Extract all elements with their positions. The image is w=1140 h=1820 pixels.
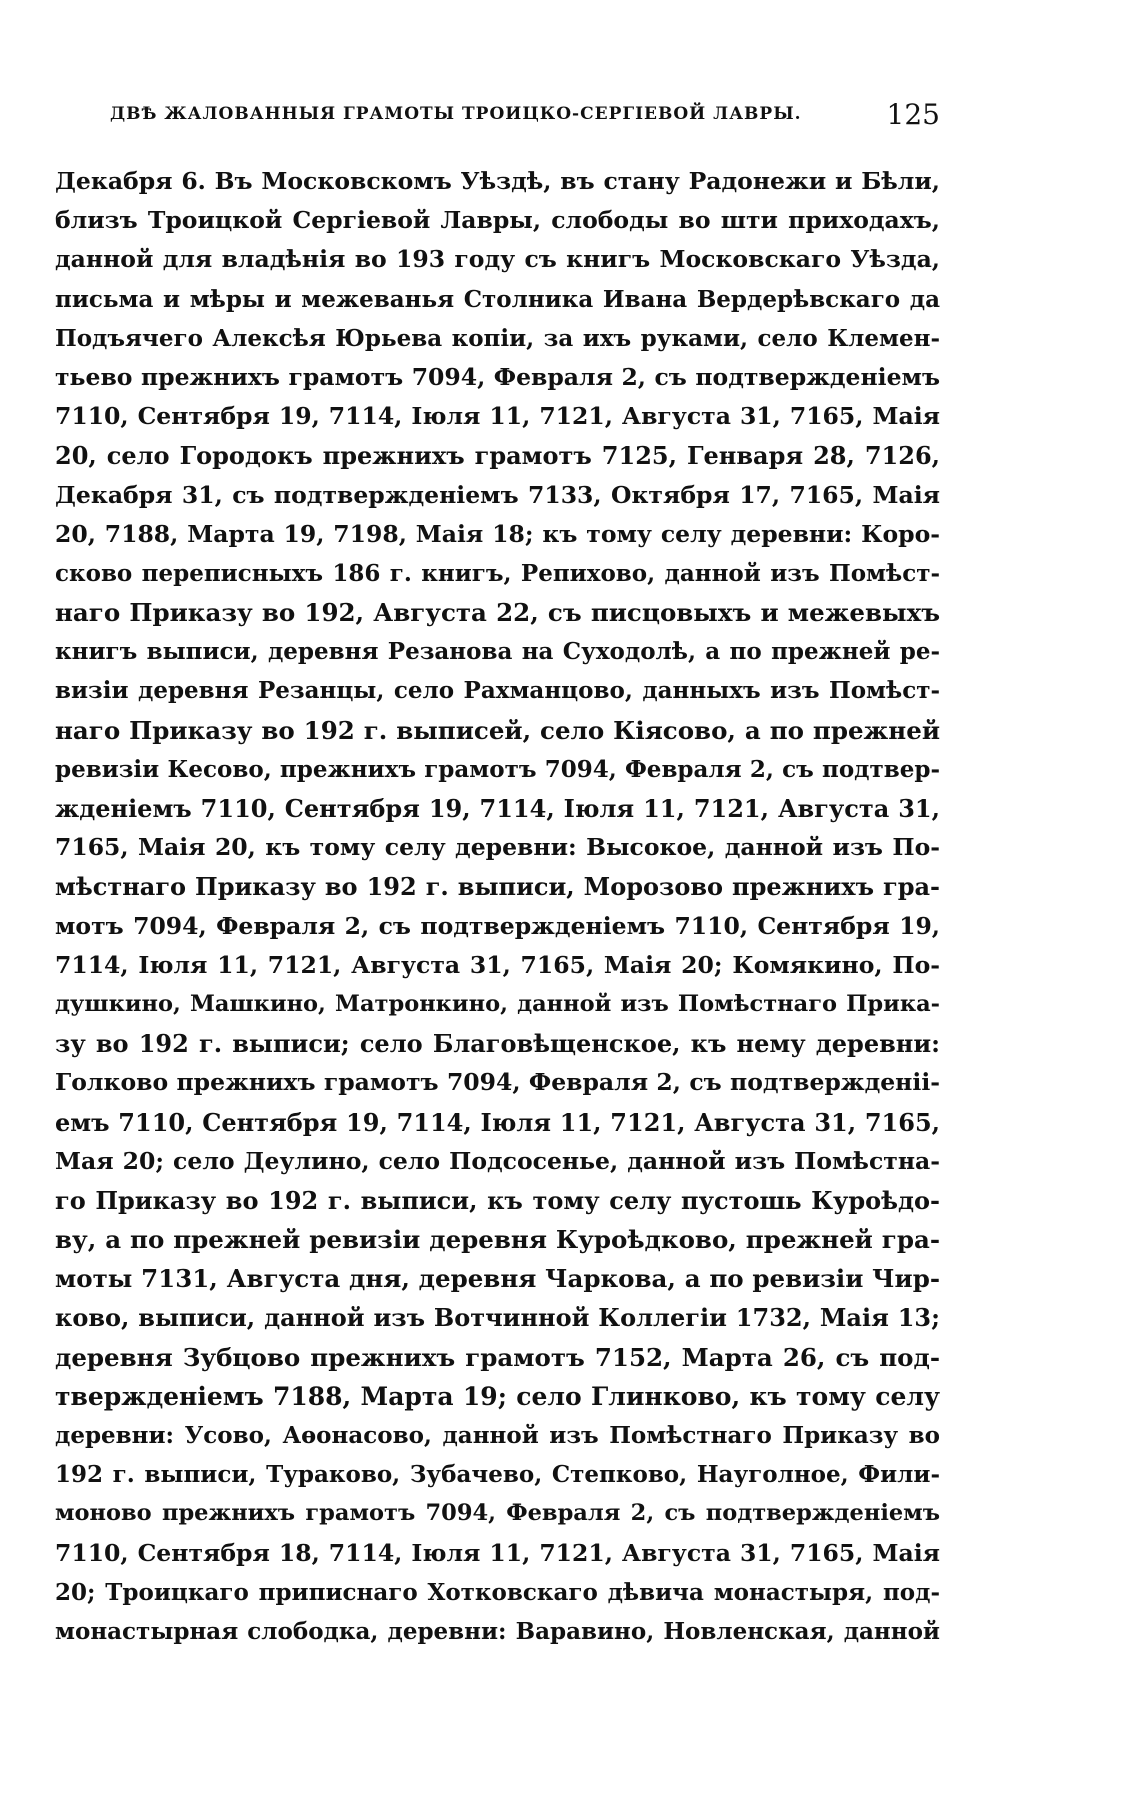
- text-line: моново прежнихъ грамотъ 7094, Февраля 2, съ подтвержденіемъ: [55, 1500, 940, 1527]
- text-line: Голково прежнихъ грамотъ 7094, Февраля 2, съ подтвержденіі-: [55, 1068, 940, 1097]
- text-line: 7110, Сентября 19, 7114, Іюля 11, 7121, Августа 31, 7165, Маія: [55, 402, 940, 431]
- text-line: моты 7131, Августа дня, деревня Чаркова, а по ревизіи Чир-: [55, 1264, 940, 1294]
- text-line: данной для владѣнія во 193 году съ книгъ Московскаго Уѣзда,: [55, 245, 940, 274]
- text-line: деревня Зубцово прежнихъ грамотъ 7152, Марта 26, съ под-: [55, 1342, 940, 1372]
- text-line: Декабря 6. Въ Московскомъ Уѣздѣ, въ стану Радонежи и Бѣли,: [55, 167, 940, 195]
- text-line: жденіемъ 7110, Сентября 19, 7114, Іюля 11, 7121, Августа 31,: [55, 794, 940, 823]
- text-line: го Приказу во 192 г. выписи, къ тому селу пустошь Куроѣдо-: [55, 1185, 940, 1215]
- text-line: ревизіи Кесово, прежнихъ грамотъ 7094, Февраля 2, съ подтвер-: [55, 755, 940, 783]
- text-line: Подъячего Алексѣя Юрьева копіи, за ихъ руками, село Клемен-: [55, 324, 940, 352]
- text-line: зу во 192 г. выписи; село Благовѣщенское, къ нему деревни:: [55, 1029, 940, 1059]
- body-text: [55, 162, 940, 1651]
- text-line: Декабря 31, съ подтвержденіемъ 7133, Октября 17, 7165, Маія: [55, 480, 940, 509]
- running-title: ДВѢ ЖАЛОВАННЫЯ ГРАМОТЫ ТРОИЦКО-СЕРГІЕВОЙ ЛАВРЫ.: [110, 104, 802, 124]
- text-line: наго Приказу во 192, Августа 22, съ писцовыхъ и межевыхъ: [55, 598, 940, 628]
- text-line: Мая 20; село Деулино, село Подсосенье, данной изъ Помѣстна-: [55, 1146, 940, 1175]
- text-line: монастырная слободка, деревни: Варавино, Новленская, данной: [55, 1617, 940, 1645]
- text-line: ково, выписи, данной изъ Вотчинной Коллегіи 1732, Маія 13;: [55, 1303, 940, 1333]
- running-head: [110, 98, 940, 144]
- text-line: книгъ выписи, деревня Резанова на Суходолѣ, а по прежней ре-: [55, 638, 940, 666]
- text-line: близъ Троицкой Сергіевой Лавры, слободы во шти приходахъ,: [55, 206, 940, 235]
- text-line: визіи деревня Резанцы, село Рахманцово, данныхъ изъ Помѣст-: [55, 677, 940, 705]
- text-line: твержденіемъ 7188, Марта 19; село Глинково, къ тому селу: [55, 1381, 940, 1411]
- text-line: 20, 7188, Марта 19, 7198, Маія 18; къ тому селу деревни: Коро-: [55, 519, 940, 548]
- text-line: наго Приказу во 192 г. выписей, село Кіясово, а по прежней: [55, 715, 940, 745]
- text-line: письма и мѣры и межеванья Столника Ивана Вердерѣвскаго да: [55, 285, 940, 313]
- text-line: ву, а по прежней ревизіи деревня Куроѣдково, прежней гра-: [55, 1225, 940, 1255]
- text-line: 192 г. выписи, Тураково, Зубачево, Степково, Науголное, Фили-: [55, 1461, 940, 1489]
- text-line: 7110, Сентября 18, 7114, Іюля 11, 7121, Августа 31, 7165, Маія: [55, 1538, 940, 1567]
- text-line: 7114, Іюля 11, 7121, Августа 31, 7165, Маія 20; Комякино, По-: [55, 950, 940, 979]
- text-line: 7165, Маія 20, къ тому селу деревни: Высокое, данной изъ По-: [55, 833, 940, 862]
- text-line: 20; Троицкаго приписнаго Хотковскаго дѣвича монастыря, под-: [55, 1578, 940, 1606]
- text-line: деревни: Усово, Аѳонасово, данной изъ Помѣстнаго Приказу во: [55, 1422, 940, 1449]
- text-line: душкино, Машкино, Матронкино, данной изъ Помѣстнаго Прика-: [55, 990, 940, 1017]
- text-line: сково переписныхъ 186 г. книгъ, Репихово, данной изъ Помѣст-: [55, 559, 940, 587]
- text-line: 20, село Городокъ прежнихъ грамотъ 7125, Генваря 28, 7126,: [55, 441, 940, 471]
- text-line: емъ 7110, Сентября 19, 7114, Іюля 11, 7121, Августа 31, 7165,: [55, 1107, 940, 1137]
- text-line: мотъ 7094, Февраля 2, съ подтвержденіемъ 7110, Сентября 19,: [55, 911, 940, 940]
- text-line: тьево прежнихъ грамотъ 7094, Февраля 2, съ подтвержденіемъ: [55, 362, 940, 391]
- text-line: мѣстнаго Приказу во 192 г. выписи, Морозово прежнихъ гра-: [55, 872, 940, 902]
- page-number: 125: [886, 98, 940, 131]
